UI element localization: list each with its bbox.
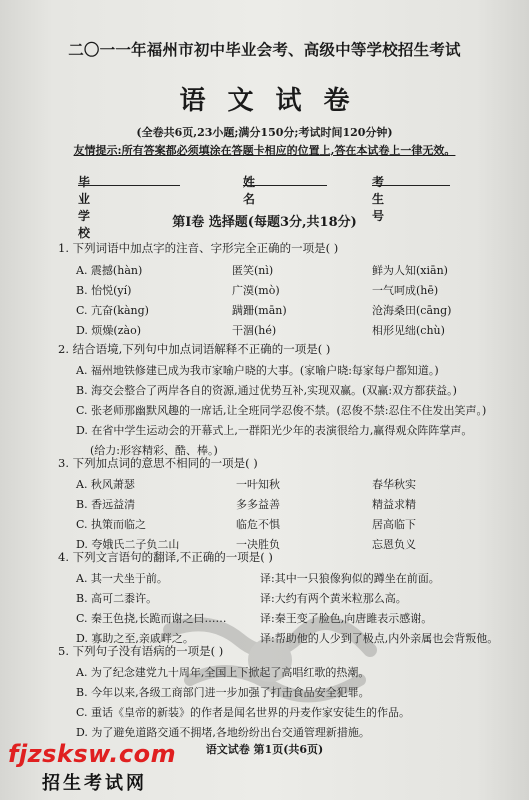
q3-option-b-2: 多多益善 [236, 498, 280, 511]
q3-option-b-3: 精益求精 [372, 498, 416, 511]
q4-option-d-translation: 译:帮助他的人少到了极点,内外亲属也会背叛他。 [260, 632, 499, 645]
site-logo-subtitle: 招生考试网 [42, 773, 147, 794]
q4-option-c-translation: 译:秦王变了脸色,向唐雎表示感谢。 [260, 612, 433, 625]
q1-option-a-3: 鲜为人知(xiān) [372, 264, 448, 277]
q1-option-a-2: 匿笑(nì) [232, 264, 274, 277]
q2-option-d[interactable]: D. 在省中学生运动会的开幕式上,一群阳光少年的表演很给力,赢得观众阵阵掌声。 [76, 424, 473, 437]
number-label: 考生号 [372, 175, 385, 223]
paper-info: (全卷共6页,23小题;满分150分;考试时间120分钟) [136, 126, 393, 139]
q3-option-c-1[interactable]: C. 执策而临之 [76, 518, 147, 531]
question-3-stem: 3. 下列加点词的意思不相同的一项是( ) [58, 456, 258, 470]
q3-option-a-2: 一叶知秋 [236, 478, 280, 491]
q3-option-a-1[interactable]: A. 秋风萧瑟 [76, 478, 135, 491]
q3-option-b-1[interactable]: B. 香远益清 [76, 498, 136, 511]
page-footer: 语文试卷 第1页(共6页) [205, 743, 324, 756]
q1-option-c-2: 蹒跚(mān) [232, 304, 287, 317]
q2-option-b[interactable]: B. 海交会整合了两岸各自的资源,通过优势互补,实现双赢。(双赢:双方都获益。) [76, 384, 457, 397]
section-heading: 第Ⅰ卷 选择题(每题3分,共18分) [172, 215, 357, 230]
q1-option-d-1[interactable]: D. 烦燥(zào) [76, 324, 141, 337]
paper-title: 语文试卷 [179, 86, 372, 116]
question-1-stem: 1. 下列词语中加点字的注音、字形完全正确的一项是( ) [58, 241, 339, 255]
q4-option-a-translation: 译:其中一只狼像狗似的蹲坐在前面。 [260, 572, 440, 585]
exam-title: 二〇一一年福州市初中毕业会考、高级中等学校招生考试 [68, 40, 461, 59]
q3-option-d-2: 一决胜负 [236, 538, 280, 551]
reminder-label: 友情提示: [73, 144, 122, 157]
school-blank [78, 173, 180, 186]
q1-option-b-1[interactable]: B. 怡悦(yí) [76, 284, 132, 297]
question-4-stem: 4. 下列文言语句的翻译,不正确的一项是( ) [58, 550, 273, 564]
q5-option-c[interactable]: C. 重话《皇帝的新装》的作者是闻名世界的丹麦作家安徒生的作品。 [76, 706, 411, 719]
question-2-stem: 2. 结合语境,下列句中加点词语解释不正确的一项是( ) [58, 342, 331, 356]
name-label: 姓名 [243, 175, 256, 206]
site-logo[interactable]: fjzsksw.com [8, 740, 177, 768]
q1-option-d-3: 相形见绌(chù) [372, 324, 445, 337]
q2-option-c[interactable]: C. 张老师那幽默风趣的一席话,让全班同学忍俊不禁。(忍俊不禁:忍住不住发出笑声。) [76, 404, 487, 417]
q4-option-c-text[interactable]: C. 秦王色挠,长跪而谢之曰…… [76, 612, 227, 625]
q5-option-a[interactable]: A. 为了纪念建党九十周年,全国上下掀起了高唱红歌的热潮。 [76, 666, 370, 679]
school-label: 毕业学校 [78, 175, 91, 240]
name-blank [243, 173, 327, 186]
question-5-stem: 5. 下列句子没有语病的一项是( ) [58, 644, 224, 658]
q3-option-a-3: 春华秋实 [372, 478, 416, 491]
reminder [0, 142, 529, 158]
reminder-text: 所有答案都必须填涂在答题卡相应的位置上,答在本试卷上一律无效。 [121, 144, 456, 157]
q3-option-d-1[interactable]: D. 夸娥氏二子负二山 [76, 538, 180, 551]
q2-option-a[interactable]: A. 福州地铁修建已成为我市家喻户晓的大事。(家喻户晓:每家每户都知道。) [76, 364, 439, 377]
q1-option-b-3: 一气呵成(hē) [372, 284, 439, 297]
q1-option-d-2: 干涸(hé) [232, 324, 277, 337]
q1-option-b-2: 广漠(mò) [232, 284, 280, 297]
q5-option-d[interactable]: D. 为了避免道路交通不拥堵,各地纷纷出台交通管理新措施。 [76, 726, 370, 739]
q2-option-d-note: (给力:形容精彩、酷、棒。) [90, 444, 218, 457]
q3-option-c-2: 临危不惧 [236, 518, 280, 531]
q3-option-d-3: 忘恩负义 [372, 538, 416, 551]
q4-option-b-translation: 译:大约有两个黄米粒那么高。 [260, 592, 407, 605]
q4-option-d-text[interactable]: D. 寡助之至,亲戚畔之。 [76, 632, 194, 645]
q3-option-c-3: 居高临下 [372, 518, 416, 531]
q4-option-b-text[interactable]: B. 高可二黍许。 [76, 592, 158, 605]
q5-option-b[interactable]: B. 今年以来,各级工商部门进一步加强了打击食品安全犯罪。 [76, 686, 370, 699]
q1-option-c-3: 沧海桑田(cāng) [372, 304, 452, 317]
number-blank [372, 173, 450, 186]
q1-option-c-1[interactable]: C. 亢奋(kàng) [76, 304, 149, 317]
q1-option-a-1[interactable]: A. 震撼(hàn) [76, 264, 143, 277]
q4-option-a-text[interactable]: A. 其一犬坐于前。 [76, 572, 168, 585]
